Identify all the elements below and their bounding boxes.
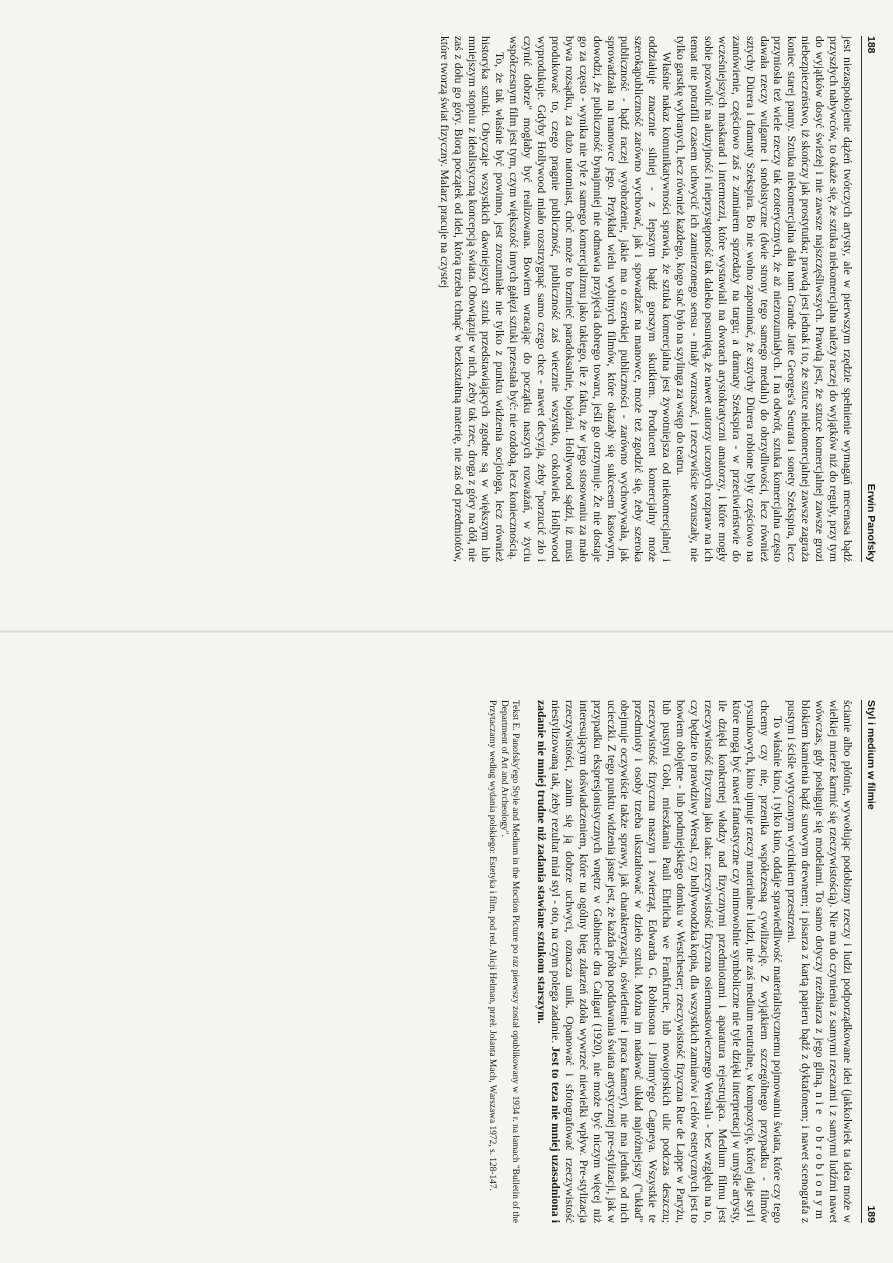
running-head: Styl i medium w filmie	[865, 700, 877, 810]
text-run: ścianie albo płótnie, wywołując podobizny rzeczy i ludzi podporządkowane idei (jakkolwiek ta idea może w wielkiej mierze karmić się rzeczywistością). Nie ma do czynienia z samymi rzeczami i z samymi ludźmi nawet wówczas, gdy posługuje się modelami. To samo dotyczy rzeźbiarza z jego gliną,	[813, 700, 854, 1223]
page-number: 189	[865, 1205, 877, 1223]
right-page	[0, 632, 893, 1263]
body-paragraph: jest niezaspokojenie dążeń twórczych artysty, ale w pierwszym rzędzie spełnienie wymagań mecenasa bądź przyszłych nabywców, to okaże się, że sztuka niekomercjalna należy raczej do wyjątków niż do reguły, przy tym do wyjątków dosyć świeżej i nie zawsze najszczęśliwszych. Prawdą jest, że sztuce komercjalnej zawsze grozi niebezpieczeństwo, iż skończy jak prostytutka; prawdą jest jednak i to, że sztuce niekomercjalnej zawsze zagraża koniec starej panny. Sztuka niekomercjalna dała nam Grande Jatte Georges'a Seurata i sonety Szekspira, lecz przyniosła też wiele rzeczy tak ezoterycznych, że aż niezrozumiałych. I na odwrót, sztuka komercjalna często dawała rzeczy wulgarne i snobistyczne (dwie strony tego samego medalu) do obrzydliwości, lecz również sztychy Dürera i dramaty Szekspira. Bo nie wolno zapominać, że sztychy Dürera robione były częściowo na zamówienie, częściowo zaś z zamiarem sprzedaży na targu; a dramaty Szekspira - w przeciwieństwie do wcześniejszych maskarad i intermezzi, które wystawiali na dworach arystokratyczni amatorzy, i które mogły sobie pozwolić na aluzyjność i nieprzystępność tak daleko posuniętą, że nawet autorzy uczonych rozpraw na ich temat nie potrafili czasem uchwycić ich zamierzonego sensu - miały wzruszać, i rzeczywiście wzruszały, nie tylko garstkę wybranych, lecz również każdego, kogo stać było na szylinga za wstęp do teatru.	[674, 36, 854, 562]
body-paragraph	[534, 700, 784, 1223]
source-line: Tekst E. Panofsky'ego Style and Medium in the Moction Picture po raz pierwszy został opublikowany w 1934 r. na łamach "Bulletin of the Department of Art and Archeology".	[498, 700, 521, 1223]
source-line: Przytaczamy według wydania polskiego: Estetyka i film, pod red. Alicji Helman, przeł. Jolanta Mach, Warszawa 1972, s. 128-147.	[487, 700, 498, 1191]
page-header	[861, 700, 877, 1223]
running-head: Erwin Panofsky	[865, 483, 877, 562]
spaced-emphasis: nie obrobionym	[813, 1091, 827, 1223]
body-paragraph: To, że tak właśnie być powinno, jest zrozumiałe nie tylko z punktu widzenia socjologa, lecz również historyka sztuki. Obyczaje wszystkich dawniejszych sztuk przedstawiających zgodne są w większym lub mniejszym stopniu z idealistyczną koncepcją świata. Obowiązuje w nich, żeby tak rzec, droga z góry na dół, nie zaś z dołu go góry. Biorą początek od idei, którą trzeba tchnąć w bezkształtną materię, nie zaś od przedmiotów, które tworzą świat fizyczny. Malarz pracuje na czystej	[437, 36, 507, 562]
page-number: 188	[865, 36, 877, 54]
body-paragraph	[784, 700, 854, 1223]
text-run: blokiem kamienia bądź surowym drewnem; i pisarza z kartą papieru bądź z dyktafonem; i nawet scenografa z pustym i ściśle wytyczonym wycinkiem przestrzeni.	[785, 700, 813, 1223]
body-paragraph: Właśnie nakaz komunikatywności sprawia, że sztuka komercjalna jest żywotniejsza od niekomercjalnej i oddziałuje znacznie silniej - z lepszym bądź gorszym skutkiem. Producent komercjalny może szerokąpubliczność zarówno wychować, jak i spowadzać na manowce, może też zgodzić się, żeby szeroka publiczność - bądź raczej wyobrażenie, jakie ma o szerokiej publiczności - zarówno wychowywała, jak sprowadzała na manowce jego. Przykład wielu wybitnych filmów, które okazały się sukcesem kasowym, dowodzi, że publiczność bynajmniej nie odmawia przyjęcia dobrego towaru, jeśli go otrzymuje. Że nie dostaje go za często - wynika nie tyle z samego komercjalizmu jako takiego, ile z faktu, że w jego stosowaniu za mało bywa rozsądku, za dużo natomiast, choć może to brzmieć paradoksalnie, bojaźni. Hollywood sądzi, iż musi produkować to, czego pragnie publiczność, publiczność zaś wiecznie wszystko, cokolwiek Hollywood wyprodukuje. Gdyby Hollywood miało rozstrzygnąć samo czego chce - nawet decyzja, żeby "porzucić zło i czynić dobrze" mogłaby być realizowana. Bowiem wracając do początku naszych rozważań, w życiu współczesnym film jest tym, czym większość innych gałęzi sztuki przestała być: nie ozdobą, lecz koniecznością.	[507, 36, 674, 562]
text-run: To właśnie kino, i tylko kino, oddaje sprawiedliwość materialistycznemu pojmowaniu świata, które czy tego chcemy czy nie, przenika współczesną cywilizację. Z wyjątkiem szczególnego przypadku - filmów rysunkowych, kino ujmuje rzeczy materialne i ludzi, nie zaś medium neutralne, w kompozycję, której daje styl i które mogą być nawet fantastyczne czy mimowolnie symboliczne nie tyle dzięki interpretacji w umyśle artysty, ile dzięki konkretnej władzy nad fizycznymi przedmiotami i aparatura rejestrująca. Medium filmu jest rzeczywistość fizyczna jako taka: rzeczywistość fizyczna osiemnastowiecznego Wersalu - bez względu na to, czy będzie to prawdziwy Wersal, czy hollywoodzka kopia, dla wszystkich zamiarów i celów estetycznych jest to bowiem obojętne - lub podmiejskiego domku w Westchester; rzeczywistość fizyczna Rue de Lappe w Paryżu, lub pustyni Gobi, mieszkania Pauli Ehrlicha we Frankfurcie, lub nowojorskich ulic podczas deszczu; rzeczywistość fizyczna maszyn i zwierząt, Edwarda G. Robinsona i Jimmy'ego Cagneya. Wszystkie te przedmioty i osoby trzeba ukształtować w dzieło sztuki. Można im nadawać układ najróżniejszy ("układ" obejmuje oczywiście także sprawy, jak charakteryzacja, oświetlenie i praca kamery), nie ma jednak od nich ucieczki. Z tego punktu widzenia jasne jest, że każda próba poddawania świata artystycznej pre-stylizacji, jak w przypadku ekspresjonistycznych wnętrz w Gabinecie dra Caligari (1920), nie może być niczym więcej niż interesującym doświadczeniem, które na ogólny bieg zdarzeń zdoła wywrzeć niewielki wpływ. Pre-stylizacja rzeczywistości, zanim się ją dobrze uchwyci, oznacza unik. Opanować i sfotografować rzeczywistość niestylizowaną tak, żeby rezultat miał styl - oto, na czym polega zadanie.	[548, 700, 785, 1223]
source-note	[486, 700, 520, 1223]
bold-conclusion: Jest to teza nie mniej uzasadniona i zadanie nie mniej trudne niż zadania stawiane sztukom starszym.	[535, 700, 562, 1223]
page-header	[861, 36, 877, 562]
